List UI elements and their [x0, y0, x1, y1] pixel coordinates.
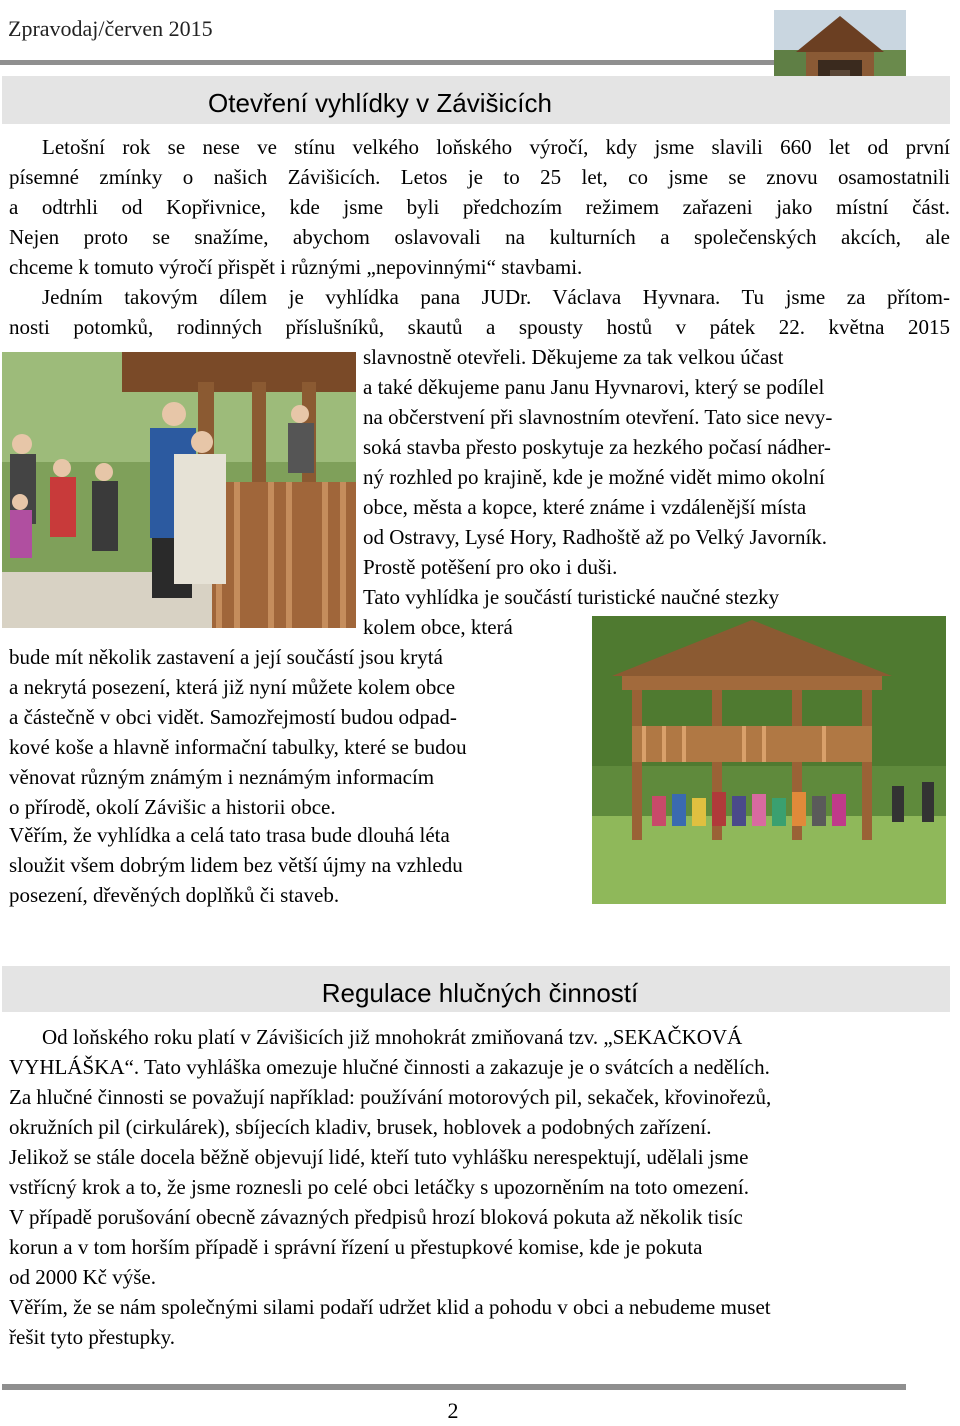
article1-line: Věřím, že vyhlídka a celá tato trasa bude dlouhá léta: [9, 823, 450, 847]
article-title-lookout: Otevření vyhlídky v Závišicích: [208, 88, 552, 118]
article1-line: a odtrhli od Kopřivnice, kde jsme byli předchozím režimem zařazeni jako místní část.: [9, 195, 950, 219]
article2-line: vstřícný krok a to, že jsme roznesli po celé obci letáčky s upozorněním na toto omezení.: [9, 1175, 750, 1199]
article2-line: Věřím, že se nám společnými silami podaří udržet klid a pohodu v obci a nebudeme muset: [9, 1295, 771, 1319]
article1-line: Tato vyhlídka je součástí turistické naučné stezky: [363, 585, 780, 609]
newsletter-header-title: Zpravodaj/červen 2015: [8, 16, 213, 41]
article1-line: Prostě potěšení pro oko i duši.: [363, 555, 618, 579]
article1-line: nosti potomků, rodinných příslušníků, skautů a spousty hostů v pátek 22. května 2015: [9, 315, 950, 339]
article1-line: slavnostně otevřeli. Děkujeme za tak velkou účast: [363, 345, 784, 369]
opening-ceremony-photo: [2, 352, 356, 628]
article1-line: Jedním takovým dílem je vyhlídka pana JUDr. Václava Hyvnara. Tu jsme za přítom-: [42, 285, 950, 309]
article1-line: Nejen proto se snažíme, abychom oslavovali na kulturních a společenských akcích, ale: [9, 225, 950, 249]
article1-line: kolem obce, která: [363, 615, 513, 639]
article1-line: kové koše a hlavně informační tabulky, které se budou: [9, 735, 467, 759]
article1-line: písemné zmínky o našich Závišicích. Letos je to 25 let, co jsme se znovu osamostatnili: [9, 165, 950, 189]
article2-line: korun a v tom horším případě i správní řízení u přestupkové komise, kde je pokuta: [9, 1235, 703, 1259]
article2-line: V případě porušování obecně závazných předpisů hrozí bloková pokuta až několik tisíc: [9, 1205, 743, 1229]
lookout-tower-crowd-photo: [592, 616, 946, 904]
article1-line: posezení, dřevěných doplňků či staveb.: [9, 883, 340, 907]
article2-line: okružních pil (cirkulárek), sbíjecích kladiv, brusek, hoblovek a podobných zařízení.: [9, 1115, 712, 1139]
article1-line: Letošní rok se nese ve stínu velkého loňského výročí, kdy jsme slavili 660 let od první: [42, 135, 950, 159]
article1-line: sloužit všem dobrým lidem bez větší újmy na vzhledu: [9, 853, 463, 877]
article2-line: řešit tyto přestupky.: [9, 1325, 176, 1349]
article1-line: a také děkujeme panu Janu Hyvnarovi, který se podílel: [363, 375, 825, 399]
article1-line: a částečně v obci vidět. Samozřejmostí budou odpad-: [9, 705, 457, 729]
article1-line: na občerstvení při slavnostním otevření. Tato sice nevy-: [363, 405, 833, 429]
article2-line: VYHLÁŠKA“. Tato vyhláška omezuje hlučné činnosti a zakazuje je o svátcích a nedělích.: [9, 1055, 770, 1079]
article1-line: chceme k tomuto výročí přispět i různými „nepovinnými“ stavbami.: [9, 255, 583, 279]
article1-line: obce, města a kopce, které známe i vzdálenější místa: [363, 495, 807, 519]
page-number: 2: [447, 1398, 459, 1423]
article1-line: věnovat různým známým i neznámým informacím: [9, 765, 435, 789]
article-title-noise-regulation: Regulace hlučných činností: [321, 978, 639, 1008]
footer-divider: [2, 1384, 906, 1390]
article2-line: od 2000 Kč výše.: [9, 1265, 156, 1289]
article1-line: o přírodě, okolí Závišic a historii obce.: [9, 795, 336, 819]
article1-line: od Ostravy, Lysé Hory, Radhoště až po Velký Javorník.: [363, 525, 828, 549]
header-divider: [0, 60, 790, 65]
article1-line: a nekrytá posezení, která již nyní můžete kolem obce: [9, 675, 456, 699]
article2-line: Jelikož se stále docela běžně objevují lidé, kteří tuto vyhlášku nerespektují, udělali jsme: [9, 1145, 749, 1169]
article1-line: bude mít několik zastavení a její součástí jsou krytá: [9, 645, 443, 669]
article2-line: Od loňského roku platí v Závišicích již mnohokrát zmiňovaná tzv. „SEKAČKOVÁ: [42, 1025, 743, 1049]
article1-line: soká stavba přesto poskytuje za hezkého počasí nádher-: [363, 435, 831, 459]
article2-line: Za hlučné činnosti se považují například: používání motorových pil, sekaček, křovinořezů,: [9, 1085, 772, 1109]
article1-line: ný rozhled po krajině, kde je možné vidět mimo okolní: [363, 465, 825, 489]
